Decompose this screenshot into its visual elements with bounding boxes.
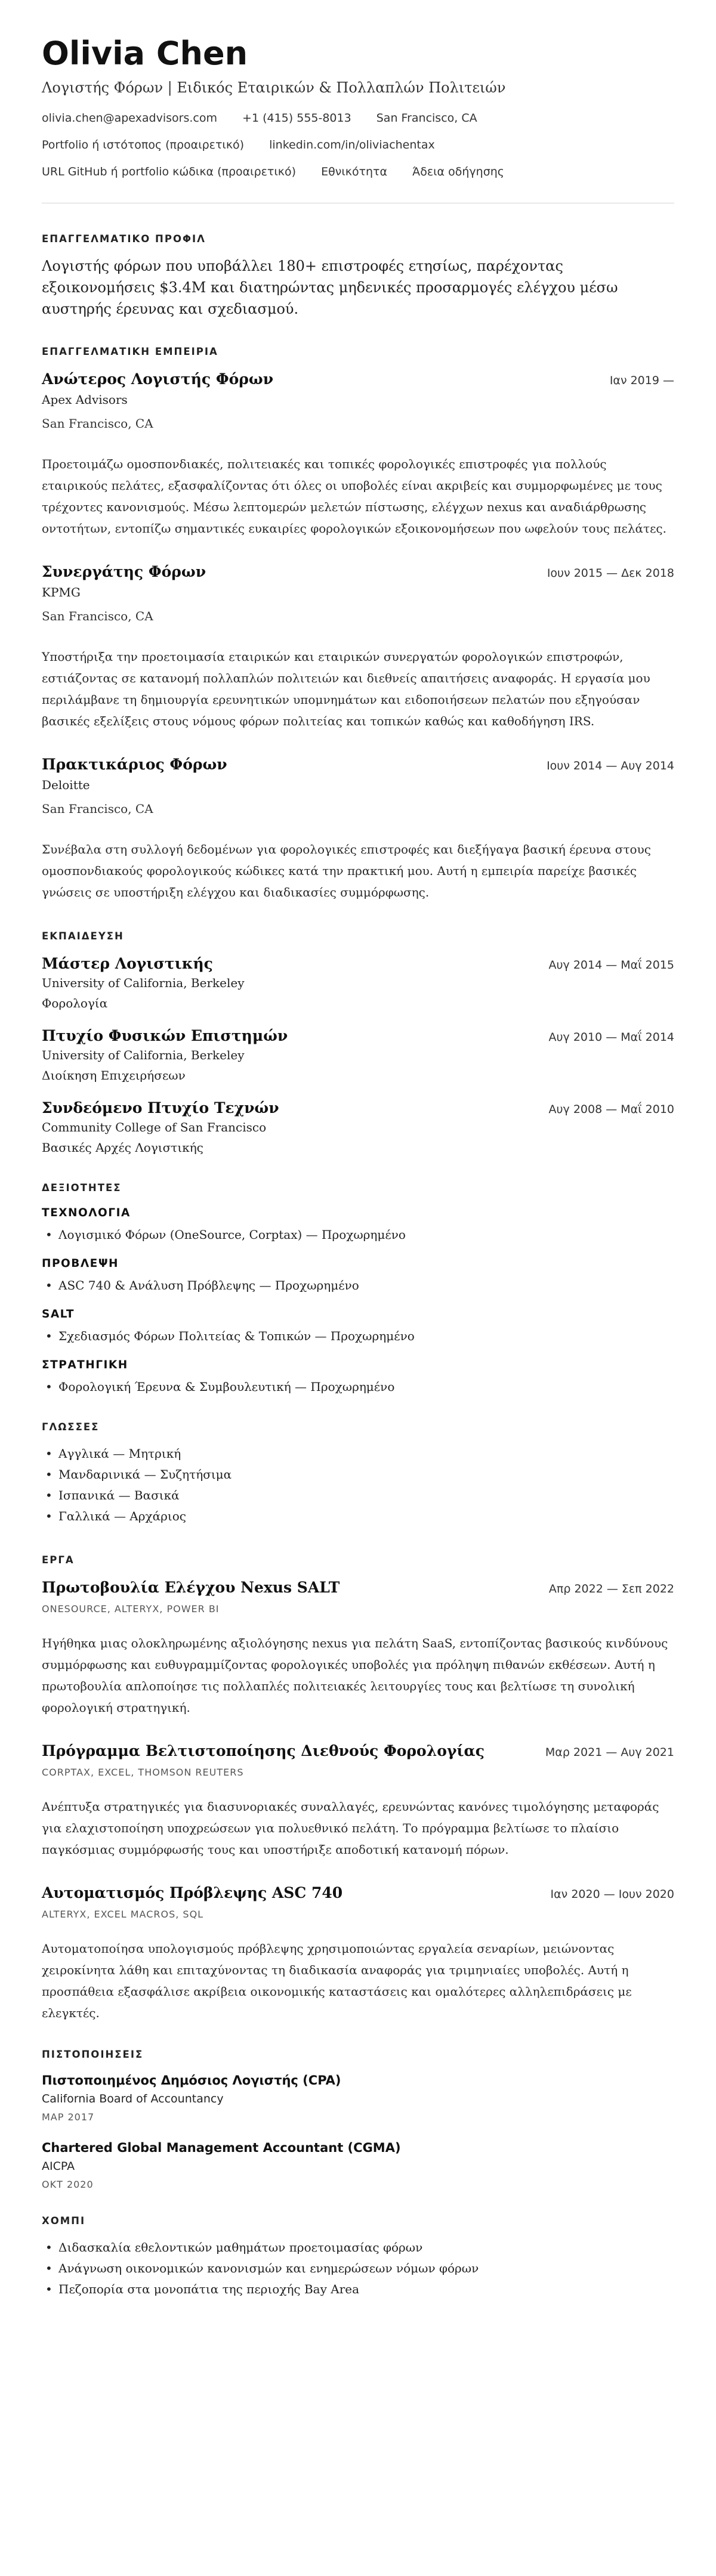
- project-title: Πρόγραμμα Βελτιστοποίησης Διεθνούς Φορολογίας: [42, 1742, 484, 1760]
- school-name: Community College of San Francisco: [42, 1120, 267, 1135]
- project-title: Πρωτοβουλία Ελέγχου Nexus SALT: [42, 1579, 340, 1597]
- job-entry: [42, 563, 674, 732]
- project-dates: Ιαν 2020 — Ιουν 2020: [550, 1888, 674, 1901]
- project-description: Ηγήθηκα μιας ολοκληρωμένης αξιολόγησης nexus για πελάτη SaaS, εντοπίζοντας βασικούς κινδύνους συμμόρφωσης και ευθυγραμμίζοντας φορολογικές υποβολές για πρόληψη πιθανών εκθέσεων. Αυτή η πρωτοβουλία απλοποίησε τις πολλαπλές πολιτειακές λειτουργίες τους και βελτίωσε τη συνολική φορολογική στρατηγική.: [42, 1636, 668, 1715]
- certifications-section: [42, 2049, 674, 2190]
- degree-title: Συνδεόμενο Πτυχίο Τεχνών: [42, 1099, 279, 1117]
- linkedin-link[interactable]: linkedin.com/in/oliviachentax: [269, 138, 435, 152]
- job-title: Συνεργάτης Φόρων: [42, 563, 206, 581]
- job-entry: [42, 756, 674, 903]
- projects-heading: ΕΡΓΑ: [42, 1554, 75, 1566]
- skill-group-name: SALT: [42, 1308, 75, 1321]
- degree-field: Φορολογία: [42, 996, 108, 1011]
- education-heading: ΕΚΠΑΙΔΕΥΣΗ: [42, 930, 124, 942]
- project-entry: [42, 1884, 674, 2024]
- list-item: • ASC 740 & Ανάλυση Πρόβλεψης — Προχωρημένο: [42, 1278, 674, 1292]
- project-tech: CORPTAX, EXCEL, THOMSON REUTERS: [42, 1767, 244, 1779]
- certification-entry: [42, 2141, 674, 2190]
- project-entry: [42, 1579, 674, 1718]
- certification-name: Πιστοποιημένος Δημόσιος Λογιστής (CPA): [42, 2073, 341, 2088]
- hobby-item: • Διδασκαλία εθελοντικών μαθημάτων προετοιμασίας φόρων: [42, 2237, 674, 2258]
- education-entry: [42, 955, 674, 1010]
- language-item: • Αγγλικά — Μητρική: [42, 1443, 674, 1464]
- license-text: Άδεια οδήγησης: [412, 165, 504, 179]
- job-company: Apex Advisors: [42, 392, 128, 407]
- education-section: [42, 930, 674, 1155]
- education-dates: Αυγ 2008 — Μαΐ 2010: [548, 1103, 674, 1117]
- project-dates: Απρ 2022 — Σεπ 2022: [548, 1582, 674, 1596]
- certification-date: ΟΚΤ 2020: [42, 2179, 94, 2191]
- certification-issuer: AICPA: [42, 2160, 75, 2173]
- job-location: San Francisco, CA: [42, 609, 153, 624]
- languages-section: [42, 1421, 674, 1527]
- nationality-text: Εθνικότητα: [321, 165, 388, 179]
- candidate-headline: Λογιστής Φόρων | Ειδικός Εταιρικών & Πολλαπλών Πολιτειών: [42, 79, 506, 97]
- job-description: Προετοιμάζω ομοσπονδιακές, πολιτειακές και τοπικές φορολογικές επιστροφές για πολλούς εταιρικούς πελάτες, εξασφαλίζοντας ότι όλες οι υποβολές είναι ακριβείς και συμμορφωμένες με τους τρέχοντες κανονισμούς. Μέσω λεπτομερών μελετών πίστωσης, ελέγχων nexus και αναδιάρθρωσης οντοτήτων, εντοπίζω σημαντικές ευκαιρίες φορολογικών εξοικονομήσεων που ωφελούν τους πελάτες.: [42, 457, 666, 536]
- list-item: • Σχεδιασμός Φόρων Πολιτείας & Τοπικών — Προχωρημένο: [42, 1329, 674, 1343]
- project-dates: Μαρ 2021 — Αυγ 2021: [545, 1746, 674, 1759]
- project-tech: ALTERYX, EXCEL MACROS, SQL: [42, 1909, 204, 1921]
- skill-group: [42, 1308, 674, 1343]
- certification-date: ΜΑΡ 2017: [42, 2111, 95, 2123]
- projects-section: [42, 1554, 674, 2024]
- job-company: KPMG: [42, 585, 81, 600]
- certification-issuer: California Board of Accountancy: [42, 2092, 224, 2106]
- hobbies-heading: ΧΟΜΠΙ: [42, 2215, 86, 2227]
- job-dates: Ιαν 2019 —: [609, 374, 674, 388]
- job-company: Deloitte: [42, 778, 90, 793]
- languages-heading: ΓΛΩΣΣΕΣ: [42, 1421, 100, 1433]
- education-dates: Αυγ 2014 — Μαΐ 2015: [548, 958, 674, 972]
- project-entry: [42, 1742, 674, 1860]
- hobby-item: • Πεζοπορία στα μονοπάτια της περιοχής Bay Area: [42, 2279, 674, 2300]
- skills-section: [42, 1182, 674, 1394]
- education-entry: [42, 1027, 674, 1083]
- degree-field: Βασικές Αρχές Λογιστικής: [42, 1140, 203, 1155]
- profile-heading: ΕΠΑΓΓΕΛΜΑΤΙΚΟ ΠΡΟΦΙΛ: [42, 233, 206, 245]
- profile-summary: Λογιστής φόρων που υπoβάλλει 180+ επιστροφές ετησίως, παρέχοντας εξοικονομήσεις $3.4M και διατηρώντας μηδενικές προσαρμογές ελέγχου μέσω αυστηρής έρευνας και σχεδιασμού.: [42, 258, 618, 318]
- location-text: San Francisco, CA: [376, 112, 477, 125]
- school-name: University of California, Berkeley: [42, 976, 245, 991]
- candidate-name: Olivia Chen: [42, 35, 248, 72]
- education-entry: [42, 1099, 674, 1155]
- job-description: Συνέβαλα στη συλλογή δεδομένων για φορολογικές επιστροφές και διεξήγαγα βασική έρευνα στους ομοσπονδιακούς φορολογικούς κώδικες κατά την πρακτική μου. Αυτή η εμπειρία παρείχε βασικές γνώσεις σε υποστήριξη ελέγχου και διαδικασίες συμμόρφωσης.: [42, 842, 651, 900]
- education-dates: Αυγ 2010 — Μαΐ 2014: [548, 1031, 674, 1044]
- phone-number[interactable]: +1 (415) 555-8013: [242, 112, 351, 125]
- language-item: • Ισπανικά — Βασικά: [42, 1485, 674, 1506]
- skill-group-name: ΤΕΧΝΟΛΟΓΙΑ: [42, 1207, 131, 1220]
- job-dates: Ιουν 2015 — Δεκ 2018: [547, 567, 674, 580]
- school-name: University of California, Berkeley: [42, 1048, 245, 1063]
- project-description: Ανέπτυξα στρατηγικές για διασυνοριακές συναλλαγές, ερευνώντας κανόνες τιμολόγησης μεταφοράς για ελαχιστοποίηση υποχρεώσεων για πολυεθνικό πελάτη. Το πρόγραμμα βελτίωσε το πλαίσιο παγκόσμιας συμμόρφωσής τους και υποστήριξε αποδοτική κατανομή πόρων.: [42, 1799, 659, 1857]
- language-item: • Μανδαρινικά — Συζητήσιμα: [42, 1464, 674, 1485]
- portfolio-link[interactable]: Portfolio ή ιστότοπος (προαιρετικό): [42, 138, 245, 152]
- experience-section: [42, 346, 674, 903]
- hobbies-section: [42, 2215, 674, 2300]
- resume-header: [42, 36, 674, 178]
- hobby-item: • Ανάγνωση οικονομικών κανονισμών και ενημερώσεων νόμων φόρων: [42, 2258, 674, 2279]
- job-description: Υποστήριξα την προετοιμασία εταιρικών και εταιρικών συνεργατών φορολογικών επιστροφών, εστιάζοντας σε κατανομή πολλαπλών πολιτειών και διεθνείς απαιτήσεις αναφοράς. Η εργασία μου περιλάμβανε τη δημιουργία ερευνητικών υπομνημάτων και ειδοποιήσεων πελατών που εξηγούσαν βασικές εξελίξεις στους νόμους φόρων πολιτείας και τοπικών καθώς και καθοδήγηση IRS.: [42, 650, 650, 729]
- skill-group: [42, 1207, 674, 1242]
- list-item: • Λογισμικό Φόρων (OneSource, Corptax) — Προχωρημένο: [42, 1227, 674, 1242]
- skill-group-name: ΠΡΟΒΛΕΨΗ: [42, 1257, 119, 1270]
- job-location: San Francisco, CA: [42, 802, 153, 817]
- job-location: San Francisco, CA: [42, 416, 153, 431]
- certifications-heading: ΠΙΣΤΟΠΟΙΗΣΕΙΣ: [42, 2049, 144, 2061]
- skill-group: [42, 1359, 674, 1394]
- job-title: Πρακτικάριος Φόρων: [42, 756, 227, 774]
- profile-section: [42, 233, 674, 320]
- job-title: Ανώτερος Λογιστής Φόρων: [42, 370, 274, 388]
- project-title: Αυτοματισμός Πρόβλεψης ASC 740: [42, 1884, 343, 1902]
- contact-info: [42, 113, 674, 178]
- degree-title: Πτυχίο Φυσικών Επιστημών: [42, 1027, 288, 1045]
- email-link[interactable]: olivia.chen@apexadvisors.com: [42, 112, 217, 125]
- certification-entry: [42, 2073, 674, 2123]
- degree-field: Διοίκηση Επιχειρήσεων: [42, 1068, 186, 1083]
- project-description: Αυτοματοποίησα υπολογισμούς πρόβλεψης χρησιμοποιώντας εργαλεία σεναρίων, μειώνοντας χειροκίνητα λάθη και επιταχύνοντας τη διαδικασία αναφοράς για τριμηνιαίες υποβολές. Αυτή η προσπάθεια εξασφάλισε ακρίβεια οικονομικής καταστάσεις και ομαλότερες αλληλεπιδράσεις με ελεγκτές.: [42, 1941, 632, 2021]
- language-item: • Γαλλικά — Αρχάριος: [42, 1506, 674, 1527]
- github-link[interactable]: URL GitHub ή portfolio κώδικα (προαιρετικό): [42, 165, 297, 179]
- skill-group: [42, 1257, 674, 1292]
- list-item: • Φορολογική Έρευνα & Συμβουλευτική — Προχωρημένο: [42, 1380, 674, 1394]
- skills-heading: ΔΕΞΙΟΤΗΤΕΣ: [42, 1182, 122, 1194]
- certification-name: Chartered Global Management Accountant (CGMA): [42, 2141, 401, 2156]
- degree-title: Μάστερ Λογιστικής: [42, 955, 213, 973]
- skill-group-name: ΣΤΡΑΤΗΓΙΚΗ: [42, 1359, 128, 1372]
- project-tech: ONESOURCE, ALTERYX, POWER BI: [42, 1603, 220, 1615]
- job-entry: [42, 370, 674, 539]
- job-dates: Ιουν 2014 — Αυγ 2014: [547, 759, 674, 773]
- experience-heading: ΕΠΑΓΓΕΛΜΑΤΙΚΗ ΕΜΠΕΙΡΙΑ: [42, 346, 218, 358]
